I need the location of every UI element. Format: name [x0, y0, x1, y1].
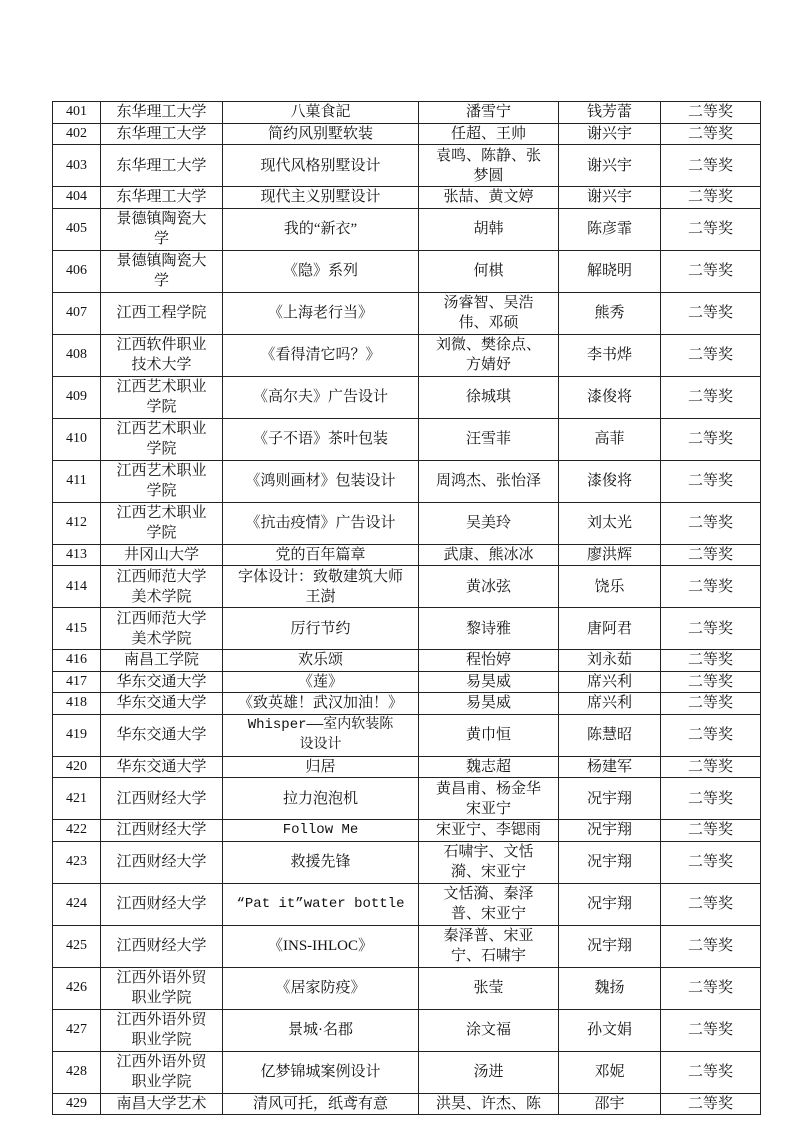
school-cell: 东华理工大学	[101, 102, 223, 124]
table-row	[53, 145, 761, 187]
award-cell: 二等奖	[661, 502, 761, 544]
work-title-cell: 厉行节约	[223, 608, 419, 650]
school-cell: 景德镇陶瓷大 学	[101, 250, 223, 292]
advisor-cell: 况宇翔	[559, 883, 661, 925]
work-title-cell: 《鸿则画材》包装设计	[223, 460, 419, 502]
row-number: 401	[53, 102, 101, 124]
authors-cell: 黄冰弦	[419, 566, 559, 608]
award-cell: 二等奖	[661, 1009, 761, 1051]
row-number: 409	[53, 376, 101, 418]
advisor-cell: 高菲	[559, 418, 661, 460]
row-number: 421	[53, 778, 101, 820]
award-cell: 二等奖	[661, 841, 761, 883]
award-cell: 二等奖	[661, 145, 761, 187]
row-number: 405	[53, 208, 101, 250]
authors-cell: 洪昊、许杰、陈	[419, 1093, 559, 1115]
award-cell: 二等奖	[661, 967, 761, 1009]
school-cell: 江西外语外贸 职业学院	[101, 1009, 223, 1051]
authors-cell: 张喆、黄文婷	[419, 187, 559, 209]
table-row	[53, 841, 761, 883]
award-cell: 二等奖	[661, 460, 761, 502]
school-cell: 江西软件职业 技术大学	[101, 334, 223, 376]
row-number: 403	[53, 145, 101, 187]
table-row	[53, 1093, 761, 1115]
table-row	[53, 208, 761, 250]
table-row	[53, 187, 761, 209]
award-cell: 二等奖	[661, 376, 761, 418]
advisor-cell: 漆俊将	[559, 376, 661, 418]
award-cell: 二等奖	[661, 187, 761, 209]
authors-cell: 黎诗雅	[419, 608, 559, 650]
advisor-cell: 钱芳蕾	[559, 102, 661, 124]
authors-cell: 石啸宇、文恬 漪、宋亚宁	[419, 841, 559, 883]
work-title-cell: “Pat it”water bottle	[223, 883, 419, 925]
awards-table	[52, 101, 761, 1115]
table-row	[53, 418, 761, 460]
row-number: 408	[53, 334, 101, 376]
advisor-cell: 谢兴宇	[559, 123, 661, 145]
award-cell: 二等奖	[661, 102, 761, 124]
advisor-cell: 况宇翔	[559, 778, 661, 820]
award-cell: 二等奖	[661, 566, 761, 608]
row-number: 417	[53, 671, 101, 693]
table-row	[53, 123, 761, 145]
authors-cell: 宋亚宁、李锶雨	[419, 820, 559, 842]
authors-cell: 武康、熊冰冰	[419, 544, 559, 566]
advisor-cell: 李书烨	[559, 334, 661, 376]
row-number: 406	[53, 250, 101, 292]
work-title-cell: 清风可托，纸鸢有意	[223, 1093, 419, 1115]
award-cell: 二等奖	[661, 208, 761, 250]
school-cell: 江西艺术职业 学院	[101, 502, 223, 544]
advisor-cell: 况宇翔	[559, 841, 661, 883]
school-cell: 南昌大学艺术	[101, 1093, 223, 1115]
school-cell: 江西师范大学 美术学院	[101, 608, 223, 650]
advisor-cell: 陈慧昭	[559, 714, 661, 756]
award-cell: 二等奖	[661, 418, 761, 460]
advisor-cell: 陈彦霏	[559, 208, 661, 250]
row-number: 416	[53, 650, 101, 672]
award-cell: 二等奖	[661, 883, 761, 925]
advisor-cell: 席兴利	[559, 693, 661, 715]
award-cell: 二等奖	[661, 820, 761, 842]
work-title-cell: 欢乐颂	[223, 650, 419, 672]
advisor-cell: 解晓明	[559, 250, 661, 292]
table-row	[53, 376, 761, 418]
work-title-cell: 《INS-IHLOC》	[223, 925, 419, 967]
school-cell: 东华理工大学	[101, 145, 223, 187]
work-title-cell: 《看得清它吗？》	[223, 334, 419, 376]
school-cell: 江西师范大学 美术学院	[101, 566, 223, 608]
work-title-cell: 《致英雄！武汉加油！》	[223, 693, 419, 715]
authors-cell: 胡韩	[419, 208, 559, 250]
advisor-cell: 刘太光	[559, 502, 661, 544]
table-row	[53, 566, 761, 608]
authors-cell: 刘微、樊徐点、 方婧妤	[419, 334, 559, 376]
table-row	[53, 1051, 761, 1093]
row-number: 427	[53, 1009, 101, 1051]
row-number: 402	[53, 123, 101, 145]
award-cell: 二等奖	[661, 693, 761, 715]
school-cell: 井冈山大学	[101, 544, 223, 566]
table-row	[53, 925, 761, 967]
authors-cell: 程怡婷	[419, 650, 559, 672]
row-number: 428	[53, 1051, 101, 1093]
work-title-cell: 八菓食記	[223, 102, 419, 124]
authors-cell: 张莹	[419, 967, 559, 1009]
award-cell: 二等奖	[661, 1093, 761, 1115]
authors-cell: 易昊威	[419, 671, 559, 693]
work-title-cell: 现代风格别墅设计	[223, 145, 419, 187]
row-number: 426	[53, 967, 101, 1009]
advisor-cell: 魏扬	[559, 967, 661, 1009]
advisor-cell: 谢兴宇	[559, 187, 661, 209]
authors-cell: 易昊威	[419, 693, 559, 715]
advisor-cell: 唐阿君	[559, 608, 661, 650]
award-cell: 二等奖	[661, 334, 761, 376]
school-cell: 江西艺术职业 学院	[101, 460, 223, 502]
award-cell: 二等奖	[661, 650, 761, 672]
table-row	[53, 883, 761, 925]
table-row	[53, 250, 761, 292]
award-cell: 二等奖	[661, 1051, 761, 1093]
work-title-cell: 《隐》系列	[223, 250, 419, 292]
authors-cell: 周鸿杰、张怡泽	[419, 460, 559, 502]
row-number: 415	[53, 608, 101, 650]
row-number: 411	[53, 460, 101, 502]
row-number: 413	[53, 544, 101, 566]
work-title-cell: 《抗击疫情》广告设计	[223, 502, 419, 544]
school-cell: 东华理工大学	[101, 187, 223, 209]
table-row	[53, 671, 761, 693]
table-row	[53, 693, 761, 715]
school-cell: 华东交通大学	[101, 714, 223, 756]
work-title-cell: 简约风别墅软装	[223, 123, 419, 145]
row-number: 425	[53, 925, 101, 967]
authors-cell: 潘雪宁	[419, 102, 559, 124]
table-row	[53, 102, 761, 124]
authors-cell: 汤进	[419, 1051, 559, 1093]
award-cell: 二等奖	[661, 778, 761, 820]
school-cell: 华东交通大学	[101, 756, 223, 778]
work-title-cell: 我的“新衣”	[223, 208, 419, 250]
award-cell: 二等奖	[661, 544, 761, 566]
authors-cell: 吴美玲	[419, 502, 559, 544]
work-title-cell: 《上海老行当》	[223, 292, 419, 334]
row-number: 404	[53, 187, 101, 209]
school-cell: 华东交通大学	[101, 693, 223, 715]
school-cell: 景德镇陶瓷大 学	[101, 208, 223, 250]
table-row	[53, 460, 761, 502]
award-cell: 二等奖	[661, 671, 761, 693]
school-cell: 江西财经大学	[101, 925, 223, 967]
award-cell: 二等奖	[661, 292, 761, 334]
row-number: 419	[53, 714, 101, 756]
work-title-cell: 字体设计：致敬建筑大师 王澍	[223, 566, 419, 608]
award-cell: 二等奖	[661, 714, 761, 756]
authors-cell: 徐城琪	[419, 376, 559, 418]
work-title-cell: Follow Me	[223, 820, 419, 842]
table-row	[53, 650, 761, 672]
table-row	[53, 544, 761, 566]
advisor-cell: 廖洪辉	[559, 544, 661, 566]
advisor-cell: 况宇翔	[559, 925, 661, 967]
row-number: 407	[53, 292, 101, 334]
table-row	[53, 756, 761, 778]
advisor-cell: 席兴利	[559, 671, 661, 693]
advisor-cell: 杨建军	[559, 756, 661, 778]
table-row	[53, 778, 761, 820]
row-number: 420	[53, 756, 101, 778]
award-cell: 二等奖	[661, 925, 761, 967]
work-title-cell: 《高尔夫》广告设计	[223, 376, 419, 418]
school-cell: 江西艺术职业 学院	[101, 376, 223, 418]
authors-cell: 任超、王帅	[419, 123, 559, 145]
work-title-cell: 党的百年篇章	[223, 544, 419, 566]
work-title-cell: 现代主义别墅设计	[223, 187, 419, 209]
school-cell: 华东交通大学	[101, 671, 223, 693]
school-cell: 江西财经大学	[101, 820, 223, 842]
authors-cell: 秦泽普、宋亚 宁、石啸宇	[419, 925, 559, 967]
advisor-cell: 漆俊将	[559, 460, 661, 502]
award-cell: 二等奖	[661, 250, 761, 292]
work-title-cell: 拉力泡泡机	[223, 778, 419, 820]
school-cell: 江西财经大学	[101, 883, 223, 925]
work-title-cell: 《莲》	[223, 671, 419, 693]
advisor-cell: 况宇翔	[559, 820, 661, 842]
work-title-cell: 归居	[223, 756, 419, 778]
advisor-cell: 熊秀	[559, 292, 661, 334]
advisor-cell: 邵宇	[559, 1093, 661, 1115]
authors-cell: 文恬漪、秦泽 普、宋亚宁	[419, 883, 559, 925]
school-cell: 江西外语外贸 职业学院	[101, 967, 223, 1009]
row-number: 429	[53, 1093, 101, 1115]
advisor-cell: 饶乐	[559, 566, 661, 608]
authors-cell: 汤睿智、吴浩 伟、邓硕	[419, 292, 559, 334]
award-cell: 二等奖	[661, 756, 761, 778]
table-row	[53, 334, 761, 376]
work-title-cell: 救援先锋	[223, 841, 419, 883]
table-row	[53, 967, 761, 1009]
table-row	[53, 820, 761, 842]
row-number: 410	[53, 418, 101, 460]
work-title-cell: Whisper——室内软装陈 设设计	[223, 714, 419, 756]
school-cell: 南昌工学院	[101, 650, 223, 672]
table-row	[53, 1009, 761, 1051]
school-cell: 江西艺术职业 学院	[101, 418, 223, 460]
authors-cell: 黄巾恒	[419, 714, 559, 756]
authors-cell: 何棋	[419, 250, 559, 292]
school-cell: 江西财经大学	[101, 778, 223, 820]
table-row	[53, 292, 761, 334]
authors-cell: 汪雪菲	[419, 418, 559, 460]
row-number: 412	[53, 502, 101, 544]
row-number: 422	[53, 820, 101, 842]
row-number: 418	[53, 693, 101, 715]
authors-cell: 袁鸣、陈静、张 梦圆	[419, 145, 559, 187]
table-row	[53, 502, 761, 544]
row-number: 423	[53, 841, 101, 883]
award-cell: 二等奖	[661, 608, 761, 650]
award-cell: 二等奖	[661, 123, 761, 145]
row-number: 424	[53, 883, 101, 925]
authors-cell: 涂文福	[419, 1009, 559, 1051]
work-title-cell: 《子不语》茶叶包装	[223, 418, 419, 460]
work-title-cell: 景城·名郡	[223, 1009, 419, 1051]
table-row	[53, 608, 761, 650]
school-cell: 江西外语外贸 职业学院	[101, 1051, 223, 1093]
advisor-cell: 孙文娟	[559, 1009, 661, 1051]
work-title-cell: 《居家防疫》	[223, 967, 419, 1009]
advisor-cell: 邓妮	[559, 1051, 661, 1093]
row-number: 414	[53, 566, 101, 608]
school-cell: 江西工程学院	[101, 292, 223, 334]
advisor-cell: 谢兴宇	[559, 145, 661, 187]
authors-cell: 魏志超	[419, 756, 559, 778]
work-title-cell: 亿梦锦城案例设计	[223, 1051, 419, 1093]
advisor-cell: 刘永茹	[559, 650, 661, 672]
school-cell: 江西财经大学	[101, 841, 223, 883]
school-cell: 东华理工大学	[101, 123, 223, 145]
authors-cell: 黄昌甫、杨金华 宋亚宁	[419, 778, 559, 820]
table-row	[53, 714, 761, 756]
